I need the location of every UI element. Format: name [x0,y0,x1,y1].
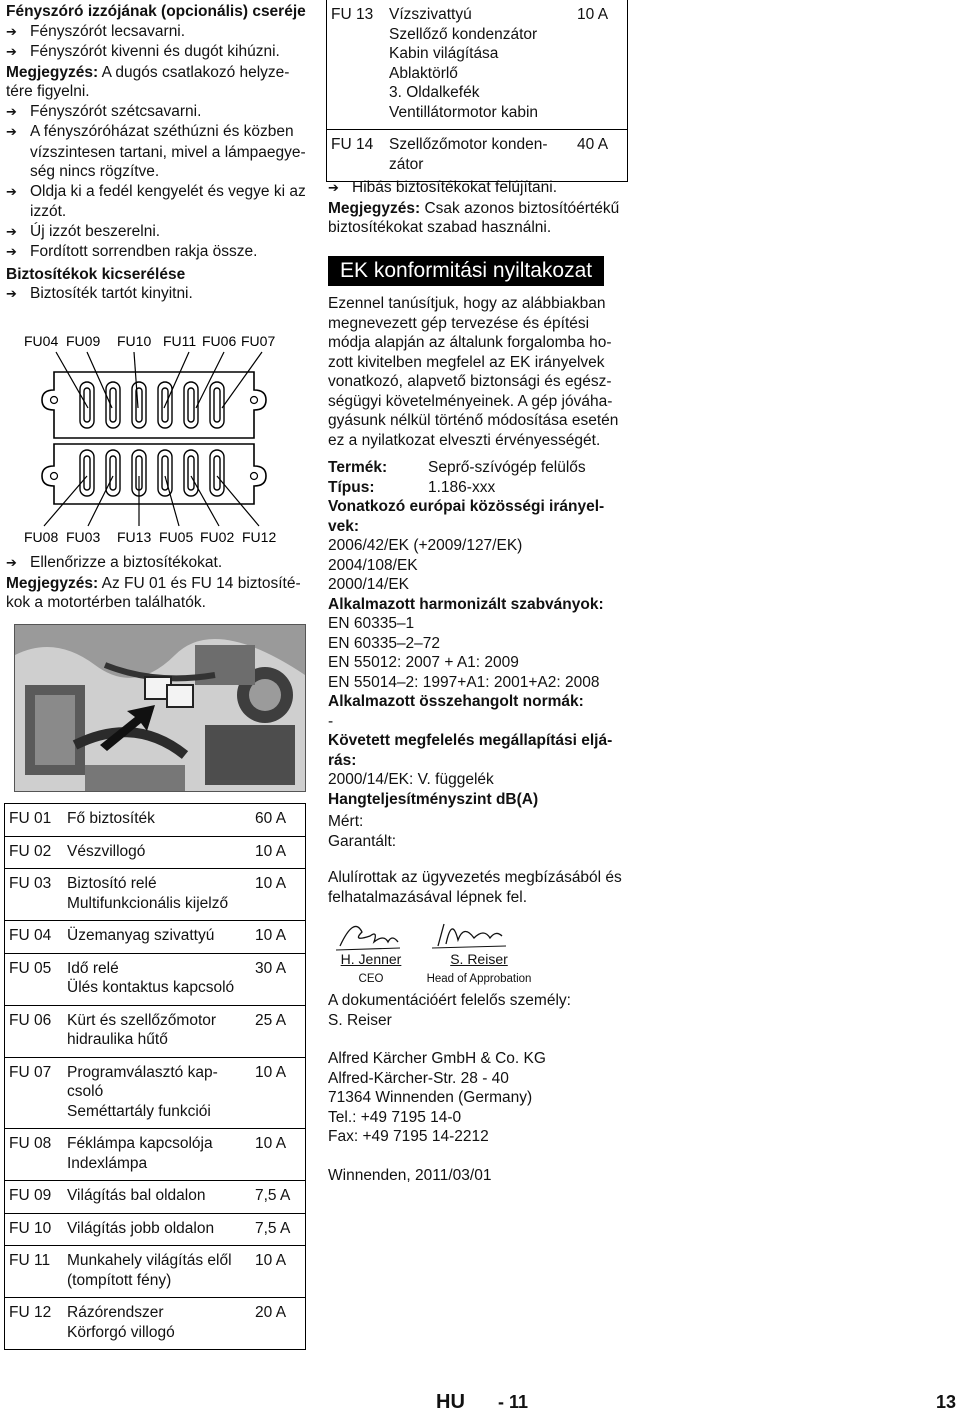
directives-heading-cont: vek: [328,517,360,535]
heading-fuses: Biztosítékok kicserélése [6,265,186,283]
signer-2 [424,950,534,989]
arrow-right-icon: ➔ [6,287,17,302]
directive: 2006/42/EK (+2009/127/EK) [328,537,523,554]
signatures [334,912,534,985]
fuse-description-line: csoló [67,1083,104,1100]
diagram-label: FU09 [66,333,101,349]
fuse-amperage: 7,5 A [255,1187,291,1204]
diagram-label: FU05 [159,529,194,545]
ek-line: megnevezett gép tervezése és építési [328,314,590,332]
fuse-row [327,0,627,130]
fuse-row [5,921,305,954]
fuse-amperage: 10 A [255,1135,287,1152]
company-line: Tel.: +49 7195 14-0 [328,1108,462,1126]
fuse-description-line: Szellőzőmotor konden- [389,136,548,153]
fuse-id: FU 12 [9,1304,52,1321]
fuse-description-line: Rázórendszer [67,1304,164,1321]
fuse-description-line: hidraulika hűtő [67,1031,168,1048]
fuse-description [63,953,251,1005]
signature-block [328,812,638,907]
company-line: Fax: +49 7195 14-2212 [328,1128,489,1145]
fuse-amperage: 10 A [577,6,609,23]
fuse-description-line: Munkahely világítás elől [67,1252,232,1269]
note: Megjegyzés: A dugós csatlakozó helyze- [6,63,290,81]
ek-line: vonatkozó, alapvető biztonsági és egész- [328,373,612,390]
right-column-notes [328,178,638,238]
fuse-description [63,921,251,954]
fuse-row [5,1129,305,1181]
directive: 2000/14/EK [328,576,410,593]
type-row: Típus: 1.186-xxx [328,478,496,496]
ek-declaration [328,294,638,809]
fuse-row [5,869,305,921]
arrow-right-icon: ➔ [6,125,17,140]
step: ➔ Fényszórót kivenni és dugót kihúzni. [6,42,306,63]
fuse-id: FU 13 [331,6,374,23]
fuse-description-line: (tompított fény) [67,1271,172,1289]
standard: EN 55014–2: 1997+A1: 2001+A2: 2008 [328,673,600,691]
fuse-row [5,1057,305,1129]
step: ➔ Oldja ki a fedél kengyelét és vegye ki az [6,182,306,203]
signed-text-cont: felhatalmazásával lépnek fel. [328,888,528,906]
left-column-text-2 [6,553,316,613]
arrow-right-icon: ➔ [6,224,17,240]
diagram-label: FU12 [242,529,277,545]
fuse-description-line: Indexlámpa [67,1154,148,1172]
fuse-description [63,1213,251,1246]
arrow-right-icon: ➔ [6,45,17,60]
fuse-amperage: 30 A [255,959,287,977]
arrow-right-icon: ➔ [6,556,17,571]
note-cont: kok a motortérben találhatók. [6,594,206,611]
step: ➔ Fényszórót lecsavarni. [6,22,306,43]
signer-1 [336,950,406,989]
fuse-description-line: Programválasztó kap- [67,1063,218,1081]
diagram-label: FU03 [66,529,101,545]
step-cont: ség nincs rögzítve. [30,163,160,180]
fuse-description [63,1057,251,1129]
company-line: Alfred-Kärcher-Str. 28 - 40 [328,1069,509,1087]
fuse-row [5,1005,305,1057]
doc-person-label: A dokumentációért felelős személy: [328,992,571,1009]
fuse-id: FU 02 [9,842,52,860]
fuse-description [63,1129,251,1181]
signer-2-role: Head of Approbation [426,972,532,985]
fuse-amperage: 20 A [255,1304,287,1321]
fuse-description-line: Vízszivattyú [389,6,472,23]
diagram-label: FU08 [24,529,59,545]
fuse-description-line: Seméttartály funkciói [67,1102,211,1120]
fuse-id: FU 03 [9,875,52,892]
fuse-id: FU 07 [9,1063,52,1081]
fuse-description [63,1181,251,1214]
fuse-id: FU 09 [9,1187,52,1204]
fuse-description-line: Idő relé [67,959,119,977]
ek-heading [328,256,604,286]
coordinated-value: - [328,712,334,730]
fuse-table-right [326,0,628,182]
fuse-description-line: Körforgó villogó [67,1323,175,1341]
measured-label: Mért: [328,813,364,830]
standard: EN 55012: 2007 + A1: 2009 [328,654,519,671]
footer-lang: HU [436,1391,465,1413]
directives-heading: Vonatkozó európai közösségi irányel- [328,498,605,515]
fuse-id: FU 11 [9,1252,51,1269]
fuse-amperage: 10 A [255,842,287,860]
fuse-description-line: Kabin világítása [389,45,499,62]
doc-person: S. Reiser [328,1011,392,1029]
fuse-id: FU 06 [9,1011,52,1029]
fuse-row [5,836,305,869]
company-block [328,991,638,1185]
arrow-right-icon: ➔ [6,245,17,260]
fuse-amperage: 7,5 A [255,1219,291,1237]
engine-compartment-photo [14,624,306,792]
fuse-description-line: zátor [389,155,424,173]
fuse-description [63,1005,251,1057]
fuse-description [385,0,573,130]
fuse-description [63,1246,251,1298]
fuse-description-line: 3. Oldalkefék [389,84,480,101]
fuse-description-line: Üzemanyag szivattyú [67,927,215,944]
fuse-amperage: 40 A [577,136,609,153]
fuse-id: FU 04 [9,927,52,944]
ek-line: módja alapján az általunk forgalomba ho- [328,334,612,351]
fuse-holder-svg [14,326,314,556]
arrow-right-icon: ➔ [6,184,17,200]
signed-text: Alulírottak az ügyvezetés megbízásából és [328,869,622,886]
fuse-description-line: Szellőző kondenzátor [389,25,538,43]
fuse-holder-diagram [14,326,314,556]
diagram-label: FU06 [202,333,237,349]
step: ➔ Fordított sorrendben rakja össze. [6,242,306,263]
ek-heading-label: EK konformitási nyiltakozat [328,256,604,286]
fuse-amperage: 60 A [255,810,287,827]
arrow-right-icon: ➔ [6,24,17,40]
fuse-table-right-grid [327,0,627,181]
step-cont: izzót. [30,203,67,220]
step: ➔ Biztosíték tartót kinyitni. [6,284,306,305]
signer-1-role: CEO [358,972,384,985]
harmonized-heading: Alkalmazott harmonizált szabványok: [328,595,604,613]
step: ➔ Hibás biztosítékokat felújítani. [328,178,638,199]
place-date: Winnenden, 2011/03/01 [328,1166,492,1184]
arrow-right-icon: ➔ [6,104,17,120]
fuse-amperage: 10 A [255,1063,287,1081]
fuse-description-line: Fő biztosíték [67,810,155,827]
fuse-amperage: 10 A [255,927,287,944]
fuse-amperage: 10 A [255,1252,287,1269]
diagram-label: FU13 [117,529,152,545]
fuse-description [63,836,251,869]
heading-headlight: Fényszóró izzójának (opcionális) cseréje [6,3,306,20]
fuse-id: FU 08 [9,1135,52,1152]
fuse-description-line: Vészvillogó [67,842,146,860]
fuse-id: FU 14 [331,136,374,153]
diagram-label: FU07 [241,333,276,349]
ek-line: gyásunk nélkül történő módosítása esetén [328,412,619,429]
arrow-right-icon: ➔ [328,181,339,196]
ek-line: zott kivitelben megfelel az EK irányelvek [328,353,605,371]
signer-1-name: H. Jenner [340,951,402,967]
left-column-text [6,2,306,305]
standard: EN 60335–1 [328,615,415,632]
conformity-value: 2000/14/EK: V. függelék [328,771,494,788]
fuse-row [5,1298,305,1350]
diagram-label: FU10 [117,333,152,349]
fuse-id: FU 10 [9,1219,52,1237]
diagram-label: FU02 [200,529,235,545]
engine-photo-svg [15,625,305,791]
fuse-description-line: Multifunkcionális kijelző [67,894,229,912]
fuse-description [63,1298,251,1350]
directive: 2004/108/EK [328,556,418,574]
ek-line: ségügyi követelményeinek. A gép jóváha- [328,392,613,410]
fuse-table-grid [5,804,305,1349]
ek-line: Ezennel tanúsítjuk, hogy az alábbiakban [328,295,606,312]
company-line: 71364 Winnenden (Germany) [328,1089,533,1106]
fuse-description [63,869,251,921]
fuse-description [385,130,573,182]
fuse-amperage: 10 A [255,875,287,892]
conformity-heading: Követett megfelelés megállapítási eljá- [328,732,613,749]
note-cont: biztosítékokat szabad használni. [328,219,552,236]
step: ➔ A fényszóróházat széthúzni és közben [6,122,306,143]
company-line: Alfred Kärcher GmbH & Co. KG [328,1050,546,1067]
step: ➔ Fényszórót szétcsavarni. [6,102,306,123]
fuse-description [63,804,251,836]
diagram-label: FU04 [24,333,59,349]
fuse-row [327,130,627,182]
fuse-description-line: Ablaktörlő [389,64,458,82]
fuse-description-line: Világítás bal oldalon [67,1187,206,1204]
coordinated-heading: Alkalmazott összehangolt normák: [328,693,584,710]
fuse-description-line: Ülés kontaktus kapcsoló [67,979,235,996]
fuse-row [5,953,305,1005]
product-row: Termék: Seprő-szívógép felülős [328,459,586,476]
sound-heading: Hangteljesítményszint dB(A) [328,790,539,808]
footer-page-total: 13 [936,1392,957,1412]
note: Megjegyzés: Csak azonos biztosítóértékű [328,199,620,217]
fuse-description-line: Kürt és szellőzőmotor [67,1011,217,1029]
fuse-amperage: 25 A [255,1011,287,1029]
guaranteed-label: Garantált: [328,832,397,850]
footer-page-local: - 11 [498,1392,529,1412]
conformity-heading-cont: rás: [328,751,357,769]
diagram-label: FU11 [163,333,197,349]
note-cont: tére figyelni. [6,83,90,100]
fuse-description-line: Ventillátormotor kabin [389,103,539,121]
fuse-row [5,1181,305,1214]
note: Megjegyzés: Az FU 01 és FU 14 biztosíté- [6,574,301,592]
standard: EN 60335–2–72 [328,634,441,652]
fuse-id: FU 05 [9,959,52,977]
fuse-id: FU 01 [9,810,52,827]
fuse-row [5,804,305,836]
signer-2-name: S. Reiser [450,951,508,967]
step-cont: vízszintesen tartani, mivel a lámpaegye- [30,143,306,161]
step: ➔ Új izzót beszerelni. [6,222,306,243]
ek-line: ez a nyilatkozat elveszti érvényességét. [328,431,601,449]
fuse-table [4,803,306,1350]
step: ➔ Ellenőrizze a biztosítékokat. [6,553,316,574]
fuse-row [5,1246,305,1298]
fuse-description-line: Világítás jobb oldalon [67,1219,215,1237]
fuse-description-line: Biztosító relé [67,875,157,892]
fuse-description-line: Féklámpa kapcsolója [67,1135,213,1152]
fuse-row [5,1213,305,1246]
